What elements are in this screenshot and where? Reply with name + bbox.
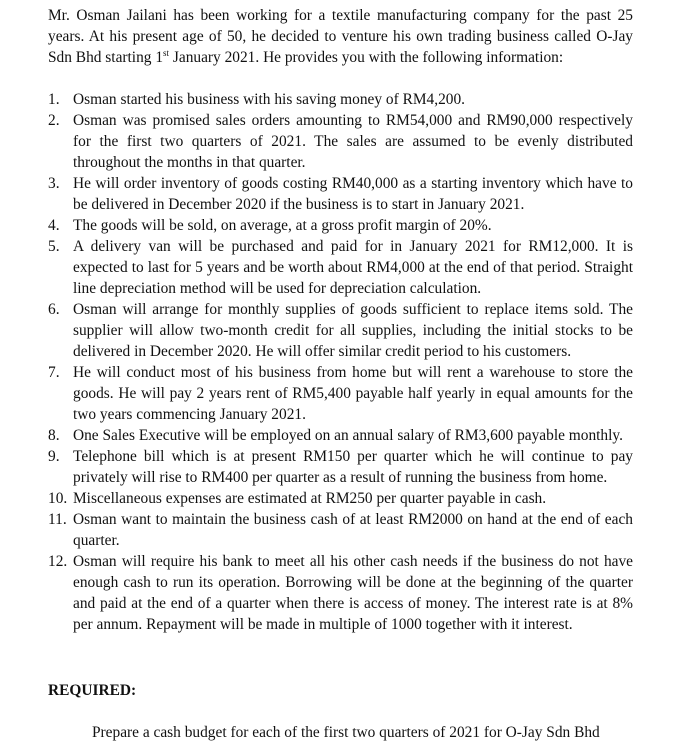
intro-text-part1: Mr. Osman Jailani has been working for a textile manufacturing company for the past 25 years. At his present age of 50, he decided to venture his own trading business called O-Jay Sdn Bhd starting 1 bbox=[48, 7, 633, 66]
item-number: 3. bbox=[48, 175, 60, 192]
list-item bbox=[48, 299, 633, 362]
required-heading: REQUIRED: bbox=[48, 682, 137, 699]
item-text: He will order inventory of goods costing RM40,000 as a starting inventory which have to be delivered in December 2020 if the business is to start in January 2021. bbox=[73, 175, 633, 213]
list-item bbox=[48, 173, 633, 215]
item-text: Osman was promised sales orders amounting to RM54,000 and RM90,000 respectively for the first two quarters of 2021. The sales are assumed to be evenly distributed throughout the months in that quarter. bbox=[73, 112, 633, 171]
item-text: He will conduct most of his business from home but will rent a warehouse to store the goods. He will pay 2 years rent of RM5,400 payable half yearly in equal amounts for the two years commencing January 2021. bbox=[73, 364, 633, 423]
list-item bbox=[48, 509, 633, 551]
item-number: 8. bbox=[48, 427, 60, 444]
intro-text-part2: January 2021. He provides you with the following information: bbox=[169, 49, 564, 66]
list-item bbox=[48, 110, 633, 173]
item-text: Osman want to maintain the business cash of at least RM2000 on hand at the end of each quarter. bbox=[73, 511, 633, 549]
list-item bbox=[48, 236, 633, 299]
list-item bbox=[48, 446, 633, 488]
information-list bbox=[48, 89, 633, 635]
list-item bbox=[48, 362, 633, 425]
intro-superscript: st bbox=[163, 47, 170, 58]
item-text: The goods will be sold, on average, at a gross profit margin of 20%. bbox=[73, 217, 492, 234]
item-number: 12. bbox=[48, 553, 68, 570]
item-text: A delivery van will be purchased and paid for in January 2021 for RM12,000. It is expected to last for 5 years and be worth about RM4,000 at the end of that period. Straight line depreciation method will be used for depreciation calculation. bbox=[73, 238, 633, 297]
item-number: 5. bbox=[48, 238, 60, 255]
item-text: Osman will arrange for monthly supplies of goods sufficient to replace items sold. The supplier will allow two-month credit for all supplies, including the initial stocks to be delivered in December 2020. He will offer similar credit period to his customers. bbox=[73, 301, 633, 360]
item-number: 10. bbox=[48, 490, 68, 507]
list-item bbox=[48, 488, 633, 509]
item-text: Telephone bill which is at present RM150 per quarter which he will continue to pay privately will rise to RM400 per quarter as a result of running the business from home. bbox=[73, 448, 633, 486]
item-number: 11. bbox=[48, 511, 67, 528]
item-text: Miscellaneous expenses are estimated at RM250 per quarter payable in cash. bbox=[73, 490, 547, 507]
list-item bbox=[48, 89, 633, 110]
list-item bbox=[48, 551, 633, 635]
item-number: 7. bbox=[48, 364, 60, 381]
task-instruction: Prepare a cash budget for each of the first two quarters of 2021 for O-Jay Sdn Bhd bbox=[92, 724, 600, 741]
item-text: Osman will require his bank to meet all his other cash needs if the business do not have enough cash to run its operation. Borrowing will be done at the beginning of the quarter and paid at the end of a quarter when there is access of money. The interest rate is at 8% per annum. Repayment will be made in multiple of 1000 together with it interest. bbox=[73, 553, 633, 633]
intro-paragraph bbox=[48, 5, 633, 68]
item-number: 4. bbox=[48, 217, 60, 234]
item-number: 1. bbox=[48, 91, 60, 108]
item-text: One Sales Executive will be employed on an annual salary of RM3,600 payable monthly. bbox=[73, 427, 623, 444]
item-text: Osman started his business with his saving money of RM4,200. bbox=[73, 91, 466, 108]
item-number: 6. bbox=[48, 301, 60, 318]
item-number: 9. bbox=[48, 448, 60, 465]
list-item bbox=[48, 215, 633, 236]
list-item bbox=[48, 425, 633, 446]
item-number: 2. bbox=[48, 112, 60, 129]
